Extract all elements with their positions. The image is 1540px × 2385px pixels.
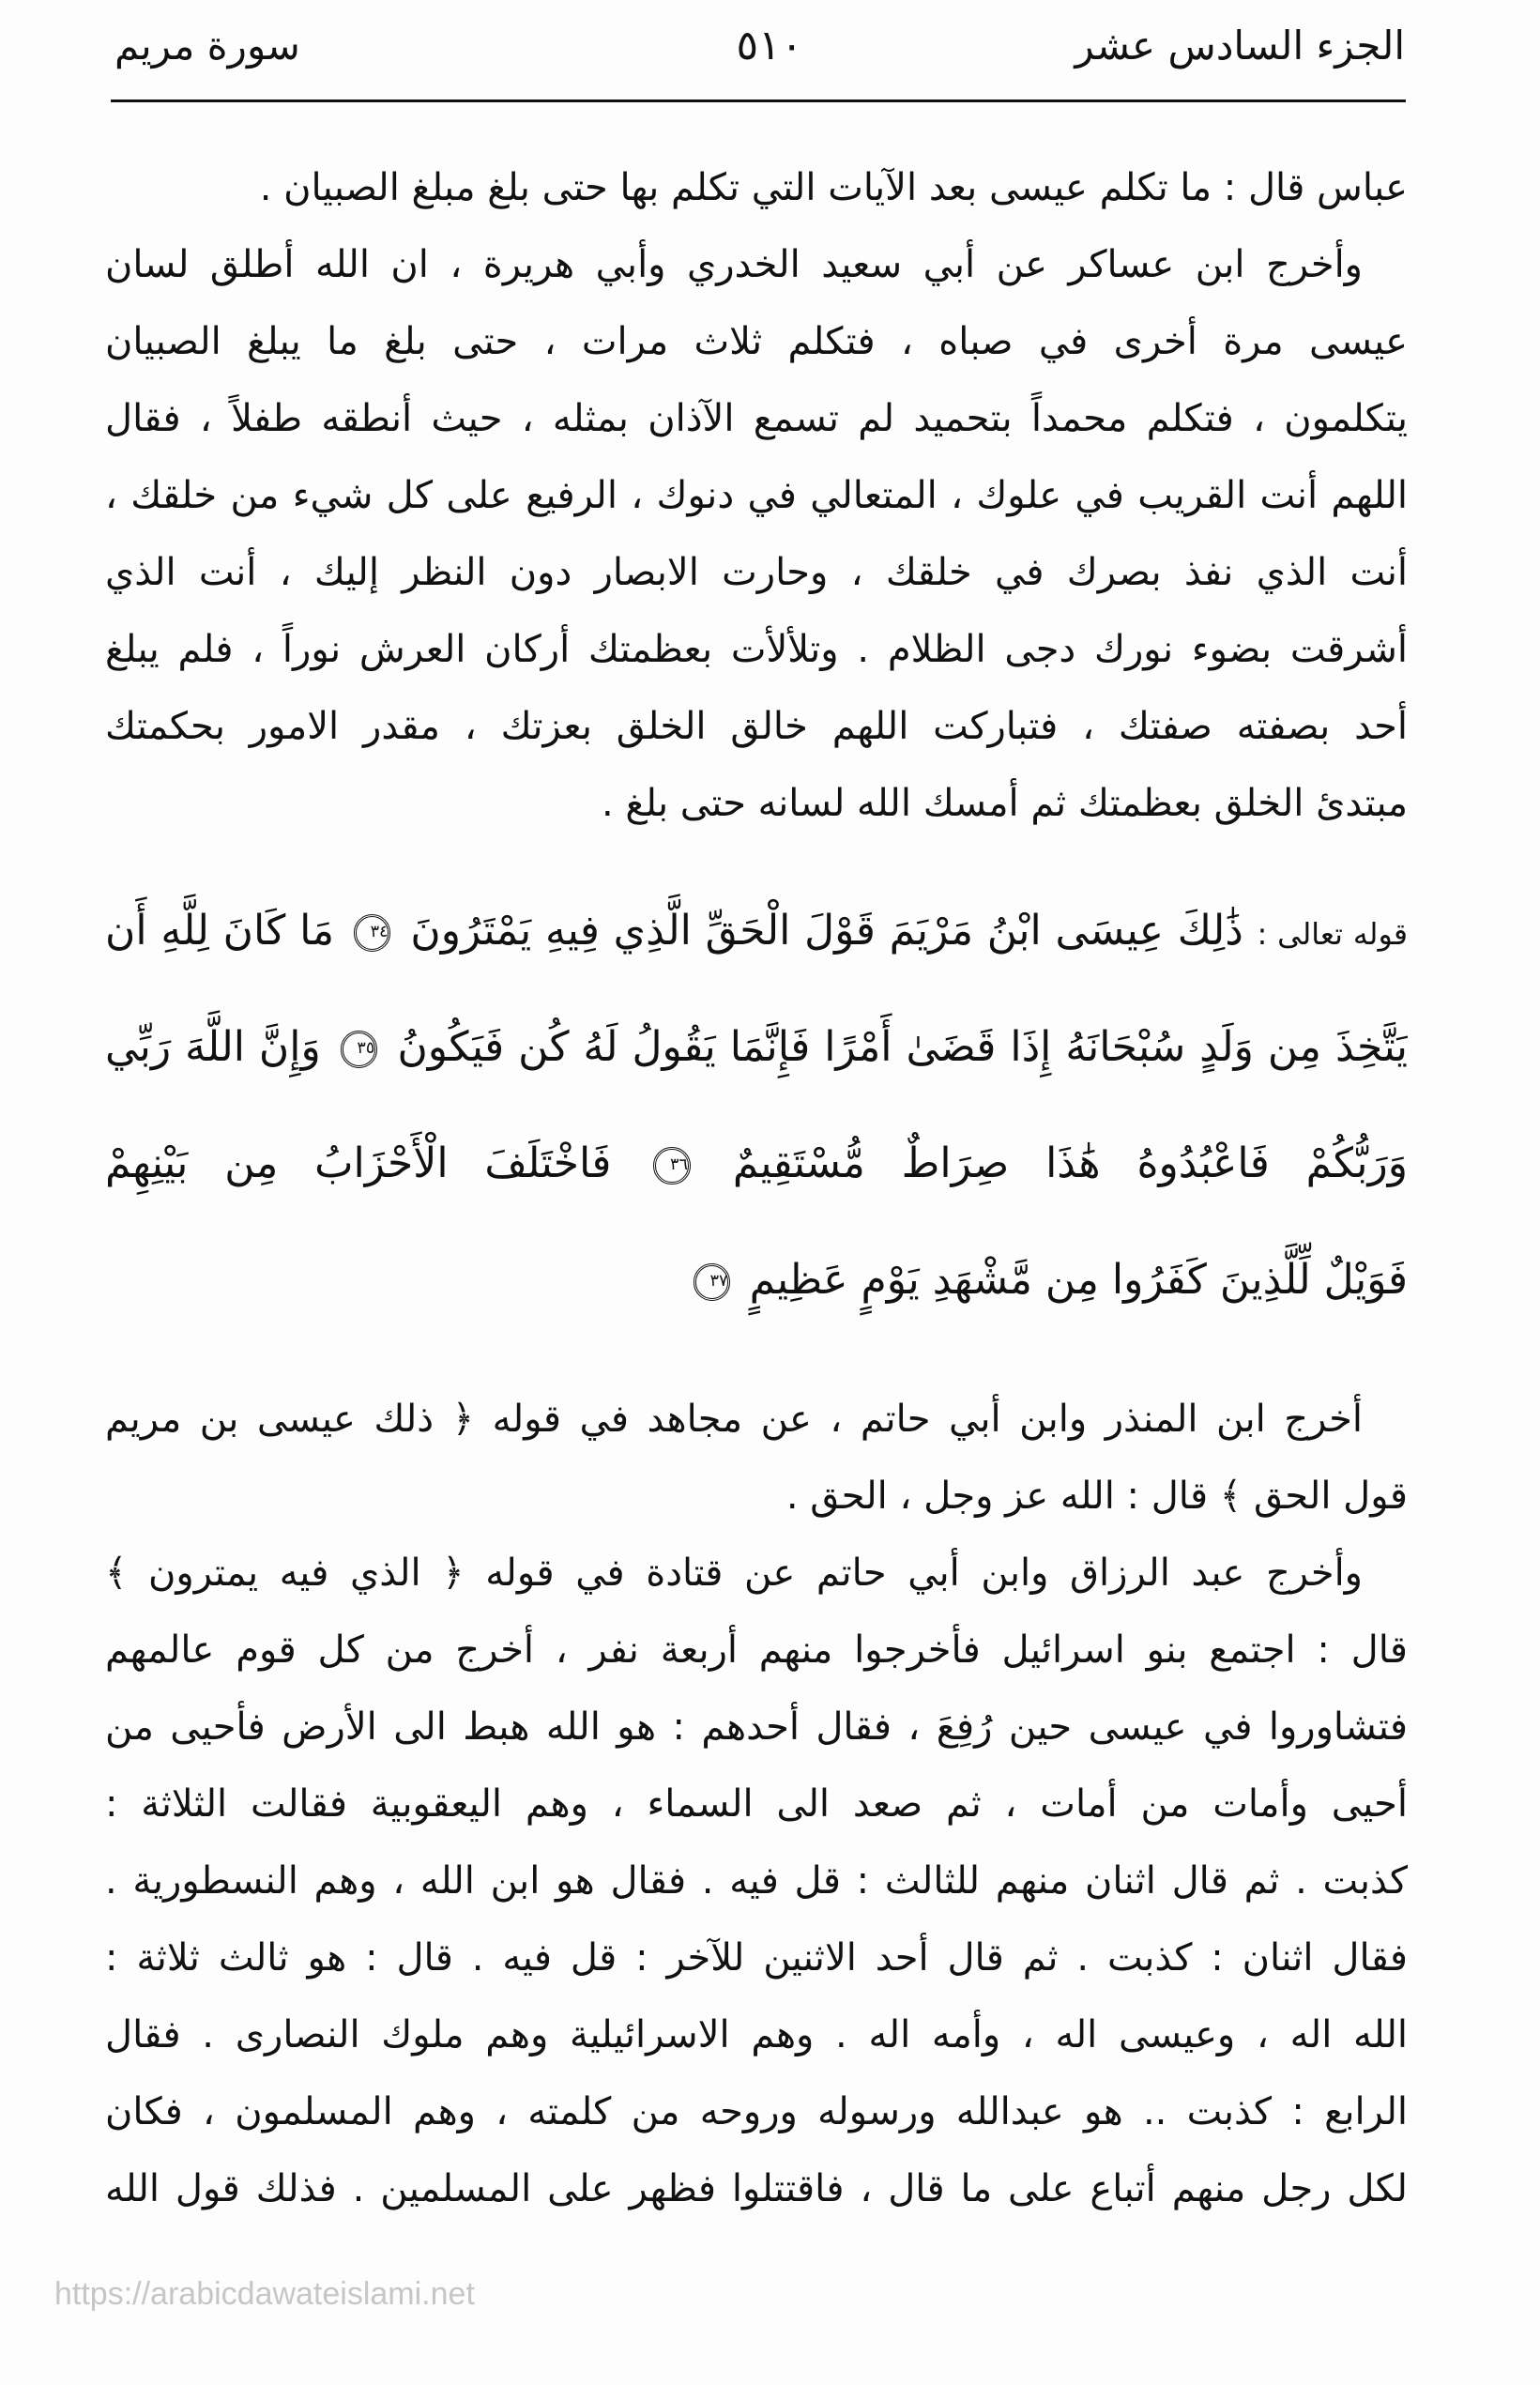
paragraph-line: قول الحق ﴾ قال : الله عز وجل ، الحق . [785, 1475, 1408, 1518]
quran-line [105, 1222, 1408, 1338]
paragraph-line: أحيى وأمات من أمات ، ثم صعد الى السماء ، وهم اليعقوبية فقالت الثلاثة : [105, 1782, 1408, 1826]
paragraph-line: فتشاوروا في عيسى حين رُفِعَ ، فقال أحدهم : هو الله هبط الى الأرض فأحيى من [105, 1705, 1408, 1749]
paragraph-line: فقال اثنان : كذبت . ثم قال أحد الاثنين للآخر : قل فيه . قال : هو ثالث ثلاثة : [105, 1936, 1408, 1980]
commentary-paragraph-2 [105, 1381, 1408, 2227]
quran-verses-block [105, 873, 1408, 1338]
quran-line [105, 989, 1408, 1106]
commentary-paragraph-1 [105, 149, 1408, 842]
paragraph-line: لكل رجل منهم أتباع على ما قال ، فاقتتلوا فظهر على المسلمين . فذلك قول الله [105, 2167, 1408, 2210]
page-number: ٥١٠ [736, 22, 803, 69]
paragraph-line: أخرج ابن المنذر وابن أبي حاتم ، عن مجاهد في قوله ﴿ ذلك عيسى بن مريم [105, 1398, 1363, 1441]
quran-line [105, 873, 1408, 989]
paragraph-line: وأخرج ابن عساكر عن أبي سعيد الخدري وأبي هريرة ، ان الله أطلق لسان [105, 243, 1363, 286]
paragraph-line: مبتدئ الخلق بعظمتك ثم أمسك الله لسانه حتى بلغ . [601, 782, 1408, 825]
ayah-number-marker: ٣٧ [694, 1263, 730, 1300]
paragraph-line: كذبت . ثم قال اثنان منهم للثالث : قل فيه . فقال هو ابن الله ، وهم النسطورية . [105, 1859, 1408, 1903]
paragraph-line: قال : اجتمع بنو اسرائيل فأخرجوا منهم أربعة نفر ، أخرج من كل قوم عالمهم [105, 1628, 1408, 1672]
paragraph-line: أشرقت بضوء نورك دجى الظلام . وتلألأت بعظمتك أركان العرش نوراً ، فلم يبلغ [105, 628, 1408, 671]
paragraph-line: وأخرج عبد الرزاق وابن أبي حاتم عن قتادة في قوله ﴿ الذي فيه يمترون ﴾ [105, 1552, 1363, 1595]
paragraph-line: يتكلمون ، فتكلم محمداً بتحميد لم تسمع الآذان بمثله ، حيث أنطقه طفلاً ، فقال [105, 397, 1408, 440]
paragraph-line: الرابع : كذبت .. هو عبدالله ورسوله وروحه من كلمته ، وهم المسلمون ، فكان [105, 2090, 1408, 2133]
paragraph-line: أنت الذي نفذ بصرك في خلقك ، وحارت الابصار دون النظر إليك ، أنت الذي [105, 551, 1408, 594]
ayah-number-marker: ٣٤ [354, 914, 390, 951]
quran-text: وَرَبُّكُمْ فَاعْبُدُوهُ هَٰذَا صِرَاطٌ مُّسْتَقِيمٌ [732, 1139, 1408, 1187]
quran-text: فَوَيْلٌ لِّلَّذِينَ كَفَرُوا مِن مَّشْهَدِ يَوْمٍ عَظِيمٍ [749, 1256, 1408, 1304]
paragraph-line: عيسى مرة أخرى في صباه ، فتكلم ثلاث مرات ، حتى بلغ ما يبلغ الصبيان [105, 320, 1408, 363]
website-watermark: https://arabicdawateislami.net [54, 2276, 475, 2312]
ayah-number-marker: ٣٦ [653, 1147, 690, 1184]
quran-text: يَتَّخِذَ مِن وَلَدٍ سُبْحَانَهُ إِذَا قَضَىٰ أَمْرًا فَإِنَّمَا يَقُولُ لَهُ كُن فَيَكُونُ [397, 1023, 1408, 1071]
quran-line [105, 1106, 1408, 1222]
paragraph-line: الله اله ، وعيسى اله ، وأمه اله . وهم الاسرائيلية وهم ملوك النصارى . فقال [105, 2013, 1408, 2056]
quran-text: ذَٰلِكَ عِيسَى ابْنُ مَرْيَمَ قَوْلَ الْحَقِّ الَّذِي فِيهِ يَمْتَرُونَ [410, 907, 1243, 955]
paragraph-line: أحد بصفته صفتك ، فتباركت اللهم خالق الخلق بعزتك ، مقدر الامور بحكمتك [105, 705, 1408, 748]
ayah-number-marker: ٣٥ [341, 1031, 377, 1067]
running-header-surah: سورة مريم [114, 23, 300, 69]
running-header-juz: الجزء السادس عشر [1075, 23, 1405, 69]
header-divider [111, 99, 1406, 102]
quran-text: وَإِنَّ اللَّهَ رَبِّي [105, 1023, 321, 1071]
paragraph-line: عباس قال : ما تكلم عيسى بعد الآيات التي تكلم بها حتى بلغ مبلغ الصبيان . [259, 166, 1408, 209]
paragraph-line: اللهم أنت القريب في علوك ، المتعالي في دنوك ، الرفيع على كل شيء من خلقك ، [105, 474, 1408, 517]
verse-intro-label: قوله تعالى : [1257, 918, 1408, 952]
quran-text: فَاخْتَلَفَ الْأَحْزَابُ مِن بَيْنِهِمْ [105, 1139, 612, 1187]
quran-text: مَا كَانَ لِلَّهِ أَن [105, 907, 335, 955]
